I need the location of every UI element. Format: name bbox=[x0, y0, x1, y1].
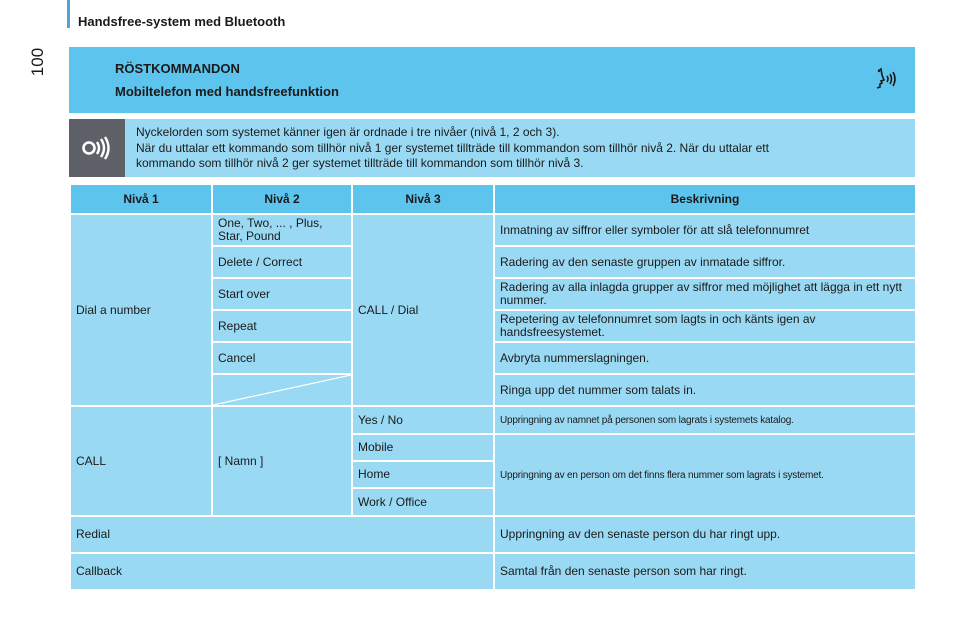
cell-description: Uppringning av den senaste person du har ringt upp. bbox=[494, 516, 916, 553]
title-banner bbox=[69, 47, 915, 113]
section-header: Handsfree-system med Bluetooth bbox=[78, 14, 286, 29]
info-line: kommando som tillhör nivå 2 ger systemet tillträde till kommandon som tillhör nivå 3. bbox=[136, 156, 584, 170]
cell-description: Radering av den senaste gruppen av inmatade siffror. bbox=[494, 246, 916, 278]
info-icon-box bbox=[69, 119, 125, 177]
table-row bbox=[70, 214, 916, 246]
header-level-3: Nivå 3 bbox=[352, 184, 494, 214]
cell-redial: Redial bbox=[70, 516, 494, 553]
cell-namn: [ Namn ] bbox=[212, 406, 352, 516]
cell-level2: Cancel bbox=[212, 342, 352, 374]
banner-subtitle: Mobiltelefon med handsfreefunktion bbox=[115, 84, 339, 99]
cell-description: Samtal från den senaste person som har ringt. bbox=[494, 553, 916, 590]
page-number bbox=[24, 44, 52, 80]
cell-description: Uppringning av en person om det finns flera nummer som lagrats i systemet. bbox=[494, 434, 916, 516]
page-number-text: 100 bbox=[28, 47, 47, 77]
cell-dial-a-number: Dial a number bbox=[70, 214, 212, 406]
info-box bbox=[69, 119, 915, 177]
voice-command-table bbox=[69, 183, 917, 591]
info-line: Nyckelorden som systemet känner igen är ordnade i tre nivåer (nivå 1, 2 och 3). bbox=[136, 125, 560, 139]
header-level-1: Nivå 1 bbox=[70, 184, 212, 214]
cell-level2: Start over bbox=[212, 278, 352, 310]
diagonal-line bbox=[213, 375, 351, 405]
cell-description: Radering av alla inlagda grupper av siffror med möjlighet att lägga in ett nytt nummer. bbox=[494, 278, 916, 310]
banner-title: RÖSTKOMMANDON bbox=[115, 61, 240, 76]
info-line: När du uttalar ett kommando som tillhör nivå 1 ger systemet tillträde till kommandon som tillhör nivå 2. När du uttalar ett bbox=[136, 140, 769, 155]
cell-mobile: Mobile bbox=[352, 434, 494, 461]
cell-description: Avbryta nummerslagningen. bbox=[494, 342, 916, 374]
header-accent-bar bbox=[67, 0, 70, 28]
table-header-row bbox=[70, 184, 916, 214]
voice-command-icon bbox=[875, 67, 901, 91]
cell-call-dial: CALL / Dial bbox=[352, 214, 494, 406]
cell-description: Repetering av telefonnumret som lagts in och känts igen av handsfreesystemet. bbox=[494, 310, 916, 342]
cell-call: CALL bbox=[70, 406, 212, 516]
cell-description: Uppringning av namnet på personen som lagrats i systemets katalog. bbox=[494, 406, 916, 434]
header-level-2: Nivå 2 bbox=[212, 184, 352, 214]
cell-empty-diagonal bbox=[212, 374, 352, 406]
cell-description: Ringa upp det nummer som talats in. bbox=[494, 374, 916, 406]
table-row bbox=[70, 406, 916, 434]
cell-work-office: Work / Office bbox=[352, 488, 494, 516]
table-row bbox=[70, 553, 916, 590]
cell-home: Home bbox=[352, 461, 494, 488]
cell-level2: Repeat bbox=[212, 310, 352, 342]
header-description: Beskrivning bbox=[494, 184, 916, 214]
cell-level2: Delete / Correct bbox=[212, 246, 352, 278]
info-text bbox=[136, 125, 906, 172]
cell-level2: One, Two, ... , Plus, Star, Pound bbox=[212, 214, 352, 246]
cell-description: Inmatning av siffror eller symboler för att slå telefonnumret bbox=[494, 214, 916, 246]
speaker-icon bbox=[82, 135, 112, 161]
table-row bbox=[70, 516, 916, 553]
cell-callback: Callback bbox=[70, 553, 494, 590]
cell-yes-no: Yes / No bbox=[352, 406, 494, 434]
